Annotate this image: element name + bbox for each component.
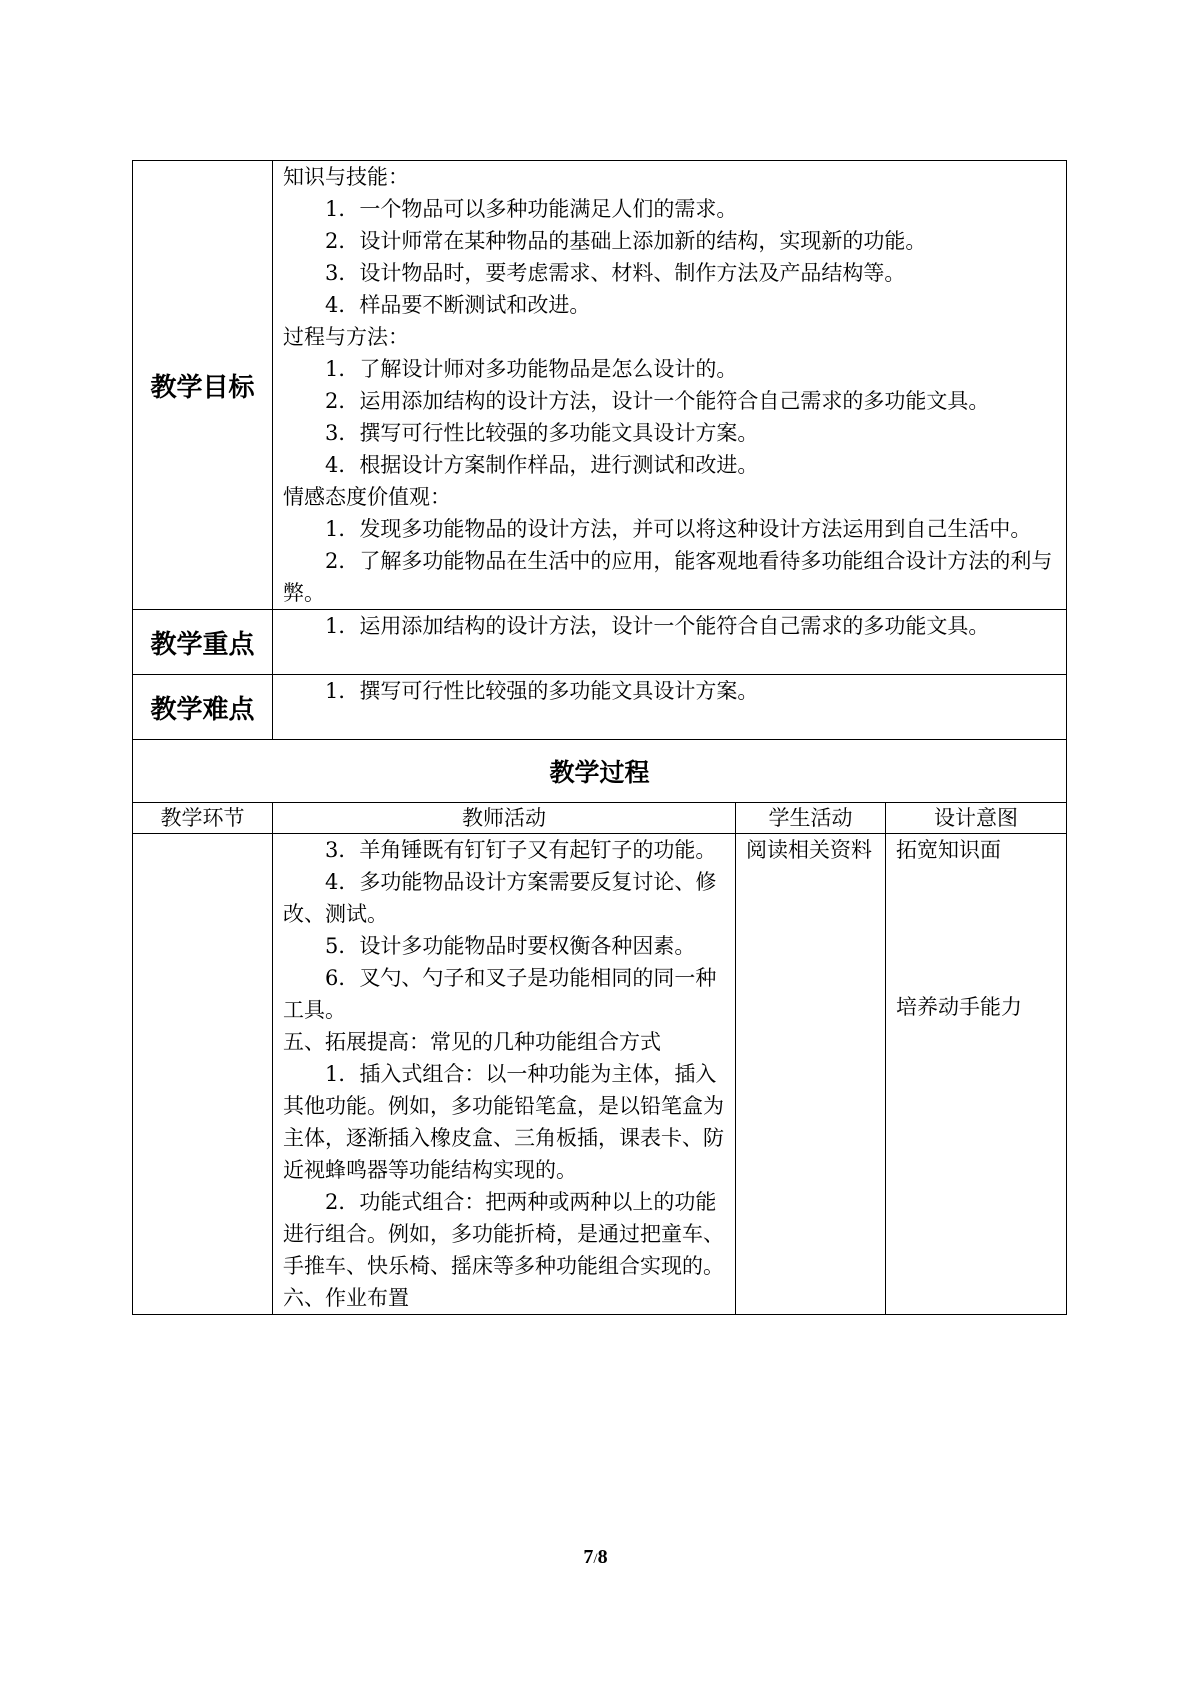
difficulties-content bbox=[273, 675, 1067, 740]
key-points-label: 教学重点 bbox=[133, 610, 273, 675]
text-line: 2．了解多功能物品在生活中的应用，能客观地看待多功能组合设计方法的利与弊。 bbox=[283, 549, 1053, 605]
teacher-activity-cell bbox=[273, 834, 736, 1315]
text-line: 6．叉勺、勺子和叉子是功能相同的同一种工具。 bbox=[283, 966, 717, 1022]
header-stage: 教学环节 bbox=[133, 803, 273, 834]
objectives-content bbox=[273, 161, 1067, 610]
text-line: 2．功能式组合：把两种或两种以上的功能进行组合。例如，多功能折椅，是通过把童车、手推车、快乐椅、摇床等多种功能组合实现的。 bbox=[283, 1190, 724, 1278]
text-line: 情感态度价值观： bbox=[283, 485, 451, 509]
process-header-row bbox=[133, 803, 1067, 834]
text-line: 3．羊角锤既有钉钉子又有起钉子的功能。 bbox=[325, 838, 717, 862]
design-intent-1: 拓宽知识面 bbox=[896, 838, 1001, 862]
page-total: 8 bbox=[597, 1546, 608, 1568]
key-points-row bbox=[133, 610, 1067, 675]
design-intent-cell bbox=[886, 834, 1067, 1315]
text-line: 过程与方法： bbox=[283, 325, 409, 349]
page-separator: / bbox=[593, 1551, 598, 1567]
objectives-label: 教学目标 bbox=[133, 161, 273, 610]
process-title-row bbox=[133, 740, 1067, 803]
text-line: 五、拓展提高：常见的几种功能组合方式 bbox=[283, 1030, 661, 1054]
header-teacher: 教师活动 bbox=[273, 803, 736, 834]
text-line: 4．多功能物品设计方案需要反复讨论、修改、测试。 bbox=[283, 870, 717, 926]
text-line: 3．撰写可行性比较强的多功能文具设计方案。 bbox=[325, 421, 759, 445]
text-line: 3．设计物品时，要考虑需求、材料、制作方法及产品结构等。 bbox=[325, 261, 906, 285]
objectives-row bbox=[133, 161, 1067, 610]
stage-cell bbox=[133, 834, 273, 1315]
process-title: 教学过程 bbox=[133, 740, 1067, 803]
header-student: 学生活动 bbox=[736, 803, 886, 834]
header-intent: 设计意图 bbox=[886, 803, 1067, 834]
difficulties-label: 教学难点 bbox=[133, 675, 273, 740]
text-line: 4．根据设计方案制作样品，进行测试和改进。 bbox=[325, 453, 759, 477]
text-line: 六、作业布置 bbox=[283, 1286, 409, 1310]
text-line: 1．插入式组合：以一种功能为主体，插入其他功能。例如，多功能铅笔盒，是以铅笔盒为主体，逐渐插入橡皮盒、三角板插，课表卡、防近视蜂鸣器等功能结构实现的。 bbox=[283, 1062, 724, 1182]
text-line: 4．样品要不断测试和改进。 bbox=[325, 293, 591, 317]
text-line: 1．撰写可行性比较强的多功能文具设计方案。 bbox=[325, 679, 759, 703]
difficulties-row bbox=[133, 675, 1067, 740]
text-line: 1．发现多功能物品的设计方法，并可以将这种设计方法运用到自己生活中。 bbox=[325, 517, 1032, 541]
student-activity-text: 阅读相关资料 bbox=[746, 838, 872, 862]
key-points-content bbox=[273, 610, 1067, 675]
text-line: 2．运用添加结构的设计方法，设计一个能符合自己需求的多功能文具。 bbox=[325, 389, 990, 413]
page-number bbox=[0, 1546, 1191, 1569]
page-current: 7 bbox=[583, 1546, 594, 1568]
text-line: 知识与技能： bbox=[283, 165, 409, 189]
design-intent-2: 培养动手能力 bbox=[896, 995, 1022, 1019]
student-activity-cell bbox=[736, 834, 886, 1315]
text-line: 1．运用添加结构的设计方法，设计一个能符合自己需求的多功能文具。 bbox=[325, 614, 990, 638]
intent-spacer bbox=[896, 866, 1058, 991]
text-line: 5．设计多功能物品时要权衡各种因素。 bbox=[325, 934, 696, 958]
process-content-row bbox=[133, 834, 1067, 1315]
text-line: 1．一个物品可以多种功能满足人们的需求。 bbox=[325, 197, 738, 221]
text-line: 2．设计师常在某种物品的基础上添加新的结构，实现新的功能。 bbox=[325, 229, 927, 253]
lesson-plan-table bbox=[132, 160, 1067, 1315]
text-line: 1．了解设计师对多功能物品是怎么设计的。 bbox=[325, 357, 738, 381]
